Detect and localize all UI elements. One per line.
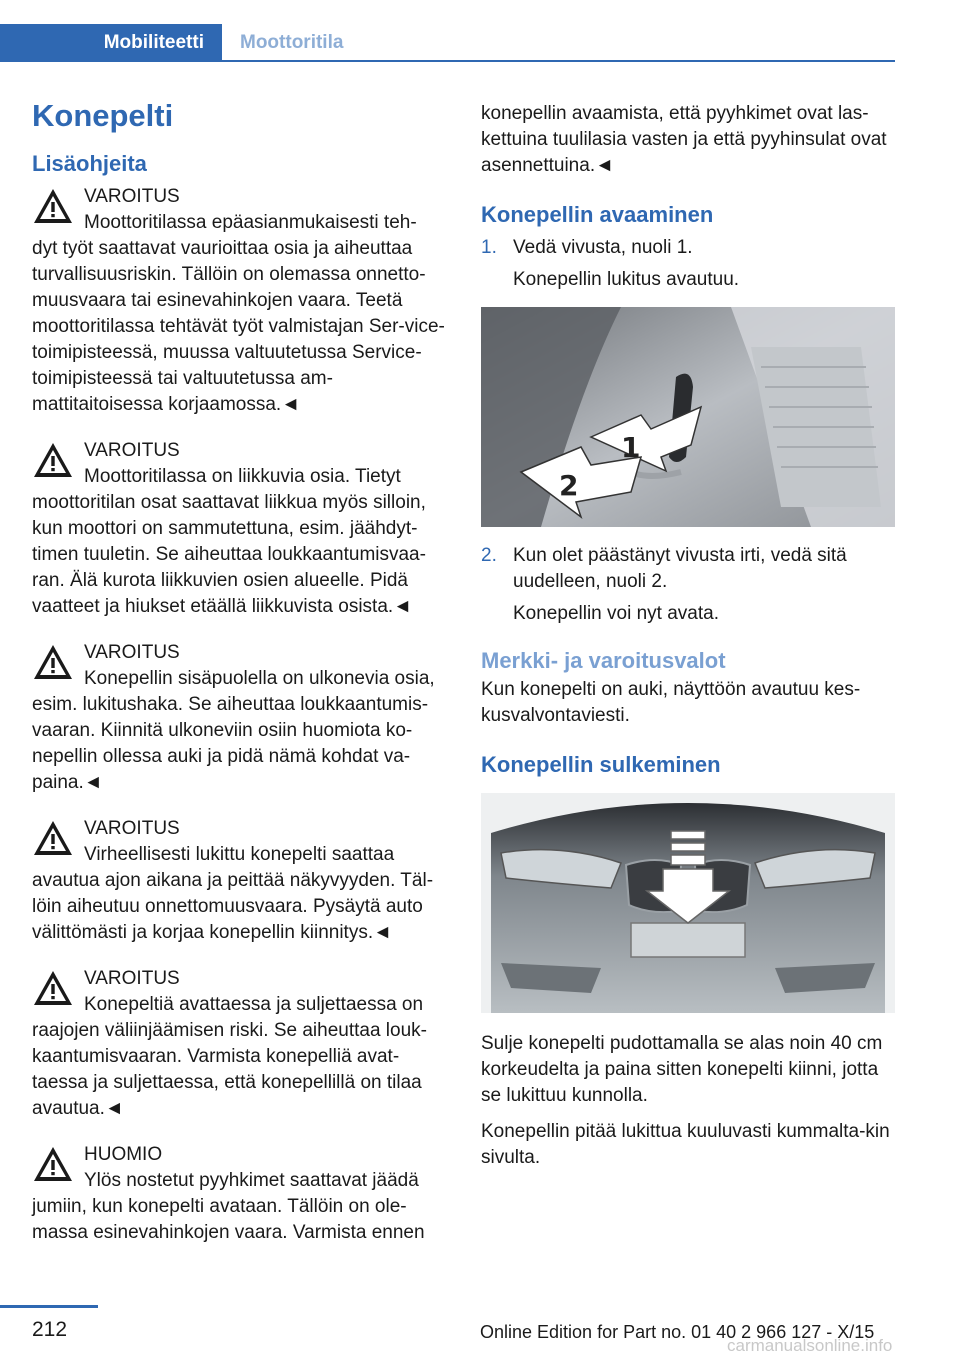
step-1	[481, 235, 895, 293]
step-1-result: Konepellin lukitus avautuu.	[513, 269, 740, 290]
tab-mobiliteetti[interactable]: Mobiliteetti	[0, 24, 222, 62]
close-text-1: Sulje konepelti pudottamalla se alas noin 40 cm korkeudelta ja paina sitten konepelti kiinni, jotta se lukittuu kunnolla.	[481, 1033, 883, 1106]
warning-first-line: Virheellisesti lukittu konepelti saattaa	[84, 844, 395, 865]
warning-block	[32, 966, 446, 1122]
section-tabs	[0, 24, 895, 62]
tab-moottoritila[interactable]: Moottoritila	[240, 32, 344, 53]
open-heading: Konepellin avaaminen	[481, 202, 714, 227]
warning-label: VAROITUS	[84, 440, 180, 461]
right-column	[481, 101, 895, 1181]
warning-label: HUOMIO	[84, 1144, 163, 1165]
hood-closing-image	[481, 793, 895, 1013]
edition-text: Online Edition for Part no. 01 40 2 966 127 - X/15	[480, 1322, 875, 1342]
warning-text: avautua ajon aikana ja peittää näkyvyyden. Täl-löin aiheutuu onnettomuusvaara. Pysäytä auto välittömästi ja korjaa konepellin kiinnitys.◄	[32, 870, 434, 943]
warning-label: VAROITUS	[84, 642, 180, 663]
step-2	[481, 543, 895, 627]
release-lever-image	[481, 307, 895, 527]
warning-block	[32, 184, 446, 418]
warning-text: jumiin, kun konepelti avataan. Tällöin on ole-massa esinevahinkojen vaara. Varmista ennen	[32, 1196, 425, 1243]
step-2-result: Konepellin voi nyt avata.	[513, 603, 719, 624]
warning-first-line: Moottoritilassa on liikkuvia osia. Tietyt	[84, 466, 401, 487]
page-number: 212	[32, 1318, 68, 1341]
close-heading: Konepellin sulkeminen	[481, 752, 721, 777]
warning-block	[32, 438, 446, 620]
warning-triangle-icon	[32, 818, 74, 858]
lights-heading: Merkki- ja varoitusvalot	[481, 648, 726, 673]
warning-triangle-icon	[32, 440, 74, 480]
lights-text: Kun konepelti on auki, näyttöön avautuu kes-kusvalvontaviesti.	[481, 679, 861, 726]
warning-first-line: Konepeltiä avattaessa ja suljettaessa on	[84, 994, 424, 1015]
warning-text: moottoritilan osat saattavat liikkua myös silloin, kun moottori on sammutettuna, esim. jäähdyt-timen tuuletin. Se aiheuttaa loukkaantumisvaa-ran. Älä kurota liikkuvien osien alueelle. Pidä vaatteet ja hiukset etäällä liikkuvista osista.◄	[32, 492, 426, 617]
subtitle: Lisäohjeita	[32, 151, 147, 176]
step-2-number: 2.	[481, 545, 497, 566]
warning-text: raajojen väliinjäämisen riski. Se aiheuttaa louk-kaantumisvaaran. Varmista konepelliä avat-taessa ja suljettaessa, että konepellillä on tilaa avautua.◄	[32, 1020, 427, 1119]
warning-first-line: Ylös nostetut pyyhkimet saattavat jäädä	[84, 1170, 419, 1191]
footer-rule	[0, 1305, 98, 1308]
warning-label: VAROITUS	[84, 186, 180, 207]
open-steps	[481, 235, 895, 293]
page-title: Konepelti	[32, 98, 174, 133]
watermark: carmanualsonline.info	[727, 1336, 893, 1355]
arrow-1-label: 1	[621, 431, 641, 464]
arrow-2-label: 2	[559, 469, 579, 502]
warning-label: VAROITUS	[84, 818, 180, 839]
header-rule	[0, 60, 895, 62]
warning-triangle-icon	[32, 642, 74, 682]
warnings-list	[32, 184, 446, 1246]
warning-block	[32, 1142, 446, 1246]
warning-block	[32, 816, 446, 946]
step-2-text: Kun olet päästänyt vivusta irti, vedä sitä uudelleen, nuoli 2.	[513, 545, 847, 592]
open-steps-cont	[481, 543, 895, 627]
warning-text: dyt työt saattavat vaurioittaa osia ja aiheuttaa turvallisuusriskin. Tällöin on olemassa onnetto-muusvaara tai esinevahinkojen vaara. Teetä moottoritilassa tehtävät työt valmistajan Ser-vice-toimipisteessä, muussa valtuutetussa Service-toimipisteessä tai valtuutetussa am-mattitaitoisessa korjaamossa.◄	[32, 238, 445, 415]
step-1-text: Vedä vivusta, nuoli 1.	[513, 237, 693, 258]
warning-triangle-icon	[32, 186, 74, 226]
step-1-number: 1.	[481, 237, 497, 258]
warning-block	[32, 640, 446, 796]
close-text-2: Konepellin pitää lukittua kuuluvasti kummalta-kin sivulta.	[481, 1121, 890, 1168]
warning-label: VAROITUS	[84, 968, 180, 989]
warning-triangle-icon	[32, 1144, 74, 1184]
warning-triangle-icon	[32, 968, 74, 1008]
left-column	[32, 96, 446, 1266]
warning-first-line: Moottoritilassa epäasianmukaisesti teh-	[84, 212, 417, 233]
warning-first-line: Konepellin sisäpuolella on ulkonevia osia,	[84, 668, 435, 689]
warning-text: esim. lukitushaka. Se aiheuttaa loukkaantumis-vaaran. Kiinnitä ulkoneviin osiin huomiota ko-nepellin ollessa auki ja pidä nämä kohdat va-paina.◄	[32, 694, 429, 793]
continuation-text: konepellin avaamista, että pyyhkimet ovat las-kettuina tuulilasia vasten ja että pyyhinsulat ovat asennettuina.◄	[481, 103, 887, 176]
